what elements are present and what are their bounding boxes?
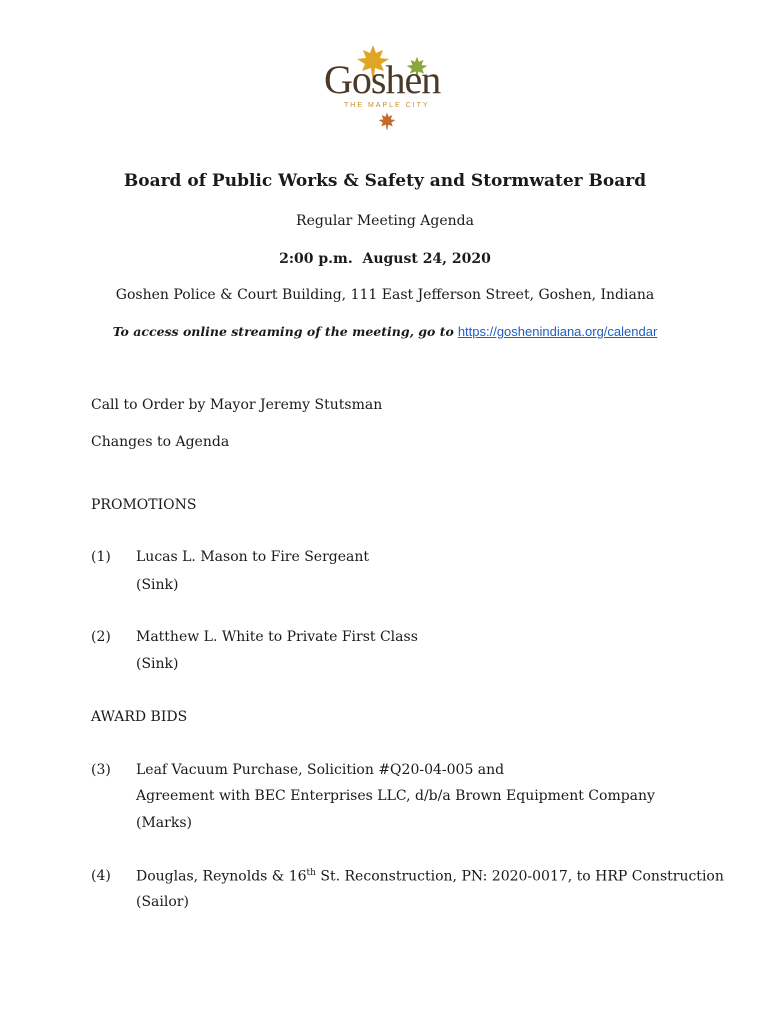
item-number: (3) xyxy=(91,762,111,778)
item-description-line-1: Leaf Vacuum Purchase, Solicition #Q20-04-005 and xyxy=(136,762,505,778)
section-heading-award-bids: AWARD BIDS xyxy=(91,709,188,725)
document-title: Board of Public Works & Safety and Stormwater Board xyxy=(123,171,647,191)
item-presenter: (Sink) xyxy=(136,656,179,672)
logo-tagline: THE MAPLE CITY xyxy=(344,102,430,109)
item-number: (1) xyxy=(91,549,111,565)
item-description xyxy=(136,868,724,885)
ordinal-suffix: th xyxy=(306,868,316,878)
changes-to-agenda: Changes to Agenda xyxy=(91,434,230,450)
goshen-logo xyxy=(320,44,460,130)
section-heading-promotions: PROMOTIONS xyxy=(91,497,197,513)
item-presenter: (Sailor) xyxy=(136,894,189,910)
item-presenter: (Sink) xyxy=(136,577,179,593)
item-number: (2) xyxy=(91,629,111,645)
calendar-link[interactable]: https://goshenindiana.org/calendar xyxy=(457,324,658,339)
item-text-end: St. Reconstruction, PN: 2020-0017, to HRP Construction xyxy=(315,868,724,885)
meeting-type: Regular Meeting Agenda xyxy=(296,213,474,229)
item-description: Matthew L. White to Private First Class xyxy=(136,629,418,645)
meeting-location: Goshen Police & Court Building, 111 East Jefferson Street, Goshen, Indiana xyxy=(115,287,655,303)
maple-leaf-rust-icon xyxy=(378,112,396,130)
item-number: (4) xyxy=(91,868,111,884)
call-to-order: Call to Order by Mayor Jeremy Stutsman xyxy=(91,397,383,413)
logo-wordmark: Goshen xyxy=(324,57,441,102)
item-description-line-2: Agreement with BEC Enterprises LLC, d/b/a Brown Equipment Company xyxy=(136,788,655,804)
item-text-start: Douglas, Reynolds & 16 xyxy=(136,868,307,885)
item-presenter: (Marks) xyxy=(136,815,192,831)
streaming-text: To access online streaming of the meeting, go to xyxy=(112,324,454,339)
item-description: Lucas L. Mason to Fire Sergeant xyxy=(136,549,370,565)
meeting-datetime: 2:00 p.m. August 24, 2020 xyxy=(279,251,491,267)
streaming-notice xyxy=(0,324,770,339)
